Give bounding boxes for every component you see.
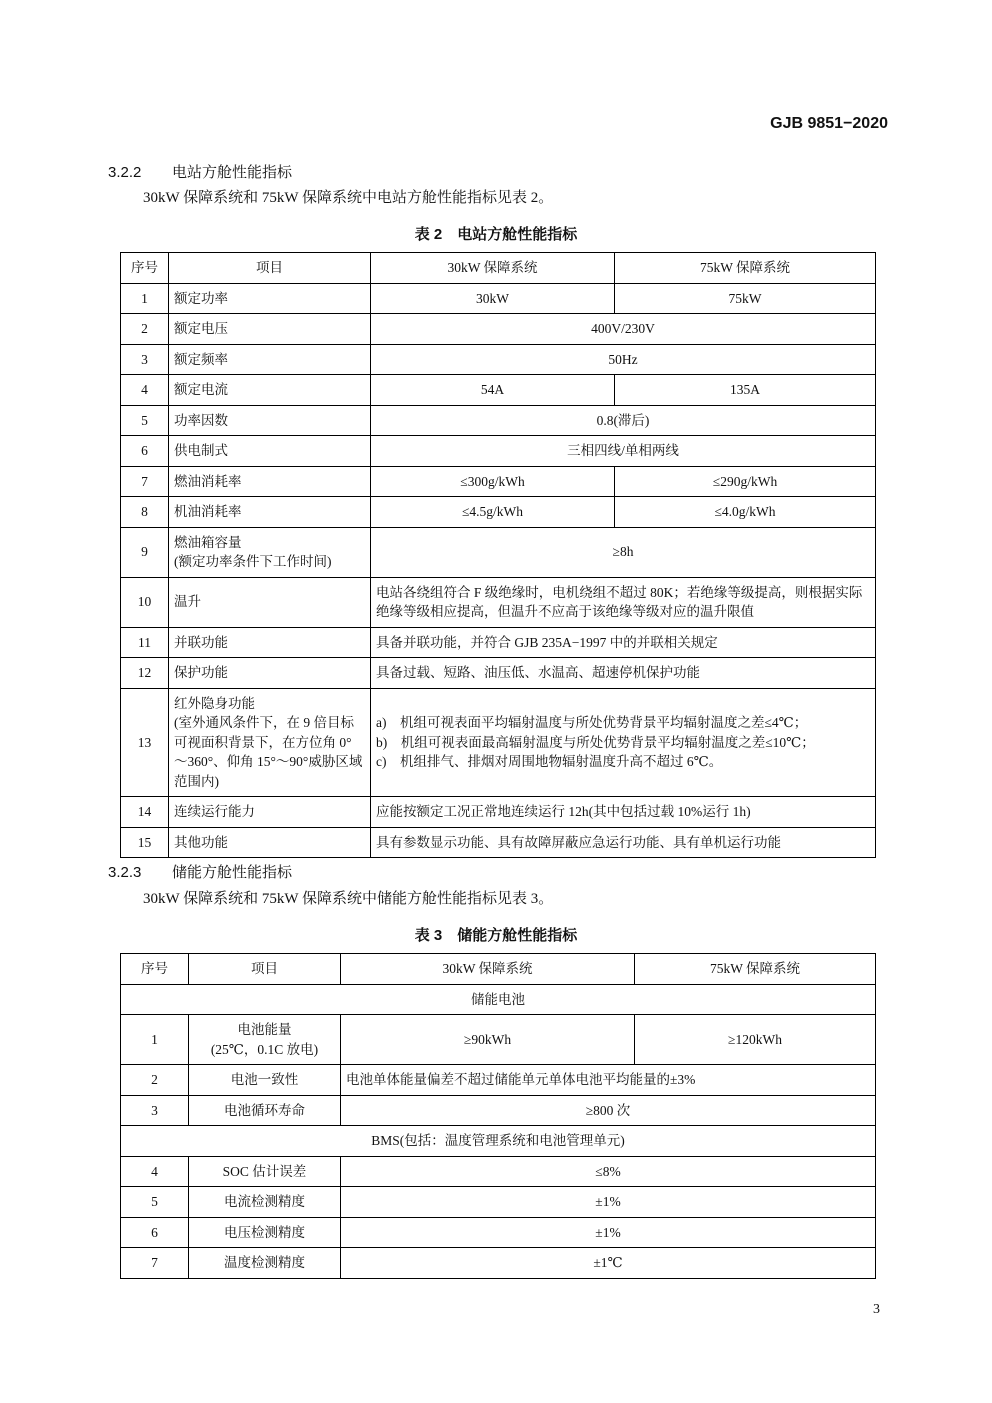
row-number: 8: [121, 497, 169, 528]
item-name: 电压检测精度: [189, 1217, 341, 1248]
merged-value: 0.8(滞后): [371, 405, 876, 436]
merged-value: ±1%: [341, 1217, 876, 1248]
merged-value: 具备过载、短路、油压低、水温高、超速停机保护功能: [371, 658, 876, 689]
value-75kw: 75kW: [615, 283, 876, 314]
section-title: 电站方舱性能指标: [172, 164, 293, 181]
merged-value: 具备并联功能，并符合 GJB 235A−1997 中的并联相关规定: [371, 627, 876, 658]
row-number: 6: [121, 436, 169, 467]
row-number: 10: [121, 577, 169, 627]
table-row: [121, 375, 876, 406]
item-name: 额定电流: [169, 375, 371, 406]
table-row: [121, 497, 876, 528]
item-name: 保护功能: [169, 658, 371, 689]
section-number: 3.2.3: [108, 864, 142, 881]
table-row: [121, 314, 876, 345]
group-label: BMS(包括：温度管理系统和电池管理单元): [121, 1126, 876, 1157]
merged-value: ≥8h: [371, 527, 876, 577]
table-3-caption: 表 3 储能方舱性能指标: [414, 927, 578, 944]
column-header: 项目: [189, 954, 341, 985]
row-number: 2: [121, 1065, 189, 1096]
column-header: 75kW 保障系统: [615, 253, 876, 284]
row-number: 9: [121, 527, 169, 577]
row-number: 7: [121, 1248, 189, 1279]
item-name: 红外隐身功能 (室外通风条件下，在 9 倍目标可视面积背景下，在方位角 0°～360°、仰角 15°～90°威胁区域范围内): [169, 688, 371, 797]
standard-number: GJB 9851−2020: [770, 115, 888, 132]
table-row: [121, 283, 876, 314]
row-number: 4: [121, 1156, 189, 1187]
table-row: [121, 797, 876, 828]
item-name: 机油消耗率: [169, 497, 371, 528]
section-paragraph: 30kW 保障系统和 75kW 保障系统中电站方舱性能指标见表 2。: [143, 190, 554, 206]
section-title: 储能方舱性能指标: [172, 864, 293, 881]
item-name: 电池一致性: [189, 1065, 341, 1096]
table-row: [121, 827, 876, 858]
column-header: 30kW 保障系统: [371, 253, 615, 284]
value-75kw: ≤4.0g/kWh: [615, 497, 876, 528]
item-name: 燃油消耗率: [169, 466, 371, 497]
row-number: 1: [121, 283, 169, 314]
section-number: 3.2.2: [108, 164, 142, 181]
row-number: 7: [121, 466, 169, 497]
value-30kw: ≤4.5g/kWh: [371, 497, 615, 528]
value-30kw: ≥90kWh: [341, 1015, 635, 1065]
table-2: [120, 252, 876, 858]
row-number: 2: [121, 314, 169, 345]
table-row: [121, 436, 876, 467]
row-number: 4: [121, 375, 169, 406]
column-header: 序号: [121, 253, 169, 284]
section-paragraph: 30kW 保障系统和 75kW 保障系统中储能方舱性能指标见表 3。: [143, 891, 554, 907]
row-number: 5: [121, 1187, 189, 1218]
row-number: 3: [121, 1095, 189, 1126]
value-30kw: 54A: [371, 375, 615, 406]
merged-value: ≥800 次: [341, 1095, 876, 1126]
group-label: 储能电池: [121, 984, 876, 1015]
value-75kw: 135A: [615, 375, 876, 406]
merged-value: 电站各绕组符合 F 级绝缘时，电机绕组不超过 80K；若绝缘等级提高，则根据实际绝缘等级相应提高，但温升不应高于该绝缘等级对应的温升限值: [371, 577, 876, 627]
item-name: 温升: [169, 577, 371, 627]
row-number: 13: [121, 688, 169, 797]
column-header: 项目: [169, 253, 371, 284]
merged-value: 具有参数显示功能、具有故障屏蔽应急运行功能、具有单机运行功能: [371, 827, 876, 858]
table-row: [121, 527, 876, 577]
merged-value: ±1℃: [341, 1248, 876, 1279]
item-name: 燃油箱容量 (额定功率条件下工作时间): [169, 527, 371, 577]
merged-value: 三相四线/单相两线: [371, 436, 876, 467]
column-header: 30kW 保障系统: [341, 954, 635, 985]
row-number: 12: [121, 658, 169, 689]
merged-value: 50Hz: [371, 344, 876, 375]
table-row: [121, 1248, 876, 1279]
item-name: 温度检测精度: [189, 1248, 341, 1279]
table-row: [121, 344, 876, 375]
table-row: [121, 1015, 876, 1065]
row-number: 6: [121, 1217, 189, 1248]
table-row: [121, 688, 876, 797]
row-number: 11: [121, 627, 169, 658]
table-row: [121, 405, 876, 436]
table-row: [121, 1187, 876, 1218]
table-row: [121, 1156, 876, 1187]
item-name: 电池能量 (25℃，0.1C 放电): [189, 1015, 341, 1065]
row-number: 15: [121, 827, 169, 858]
merged-value: 应能按额定工况正常地连续运行 12h(其中包括过载 10%运行 1h): [371, 797, 876, 828]
table-row: [121, 1065, 876, 1096]
item-name: 额定电压: [169, 314, 371, 345]
row-number: 3: [121, 344, 169, 375]
row-number: 1: [121, 1015, 189, 1065]
item-name: 额定功率: [169, 283, 371, 314]
table-row: [121, 1217, 876, 1248]
merged-value: 400V/230V: [371, 314, 876, 345]
table-row: [121, 627, 876, 658]
item-name: 电流检测精度: [189, 1187, 341, 1218]
value-75kw: ≤290g/kWh: [615, 466, 876, 497]
item-name: 电池循环寿命: [189, 1095, 341, 1126]
value-30kw: 30kW: [371, 283, 615, 314]
merged-value: 电池单体能量偏差不超过储能单元单体电池平均能量的±3%: [341, 1065, 876, 1096]
row-number: 5: [121, 405, 169, 436]
item-name: 额定频率: [169, 344, 371, 375]
column-header: 序号: [121, 954, 189, 985]
table-header-row: [121, 954, 876, 985]
table-group-row: [121, 984, 876, 1015]
item-name: 供电制式: [169, 436, 371, 467]
table-row: [121, 658, 876, 689]
section-heading-3-2-3: [108, 861, 292, 882]
item-name: 并联功能: [169, 627, 371, 658]
column-header: 75kW 保障系统: [635, 954, 876, 985]
table-row: [121, 577, 876, 627]
table-header-row: [121, 253, 876, 284]
row-number: 14: [121, 797, 169, 828]
value-30kw: ≤300g/kWh: [371, 466, 615, 497]
value-75kw: ≥120kWh: [635, 1015, 876, 1065]
table-group-row: [121, 1126, 876, 1157]
merged-value: ≤8%: [341, 1156, 876, 1187]
page-number: 3: [873, 1302, 880, 1317]
table-3: [120, 953, 876, 1279]
item-name: 连续运行能力: [169, 797, 371, 828]
item-name: SOC 估计误差: [189, 1156, 341, 1187]
table-row: [121, 466, 876, 497]
section-heading-3-2-2: [108, 161, 292, 182]
item-name: 其他功能: [169, 827, 371, 858]
merged-value: ±1%: [341, 1187, 876, 1218]
item-name: 功率因数: [169, 405, 371, 436]
table-row: [121, 1095, 876, 1126]
table-2-caption: 表 2 电站方舱性能指标: [414, 226, 578, 243]
merged-value: a) 机组可视表面平均辐射温度与所处优势背景平均辐射温度之差≤4℃； b) 机组可视表面最高辐射温度与所处优势背景平均辐射温度之差≤10℃； c) 机组排气、排烟对周围地物辐射温度升高不超过 6℃。: [371, 688, 876, 797]
